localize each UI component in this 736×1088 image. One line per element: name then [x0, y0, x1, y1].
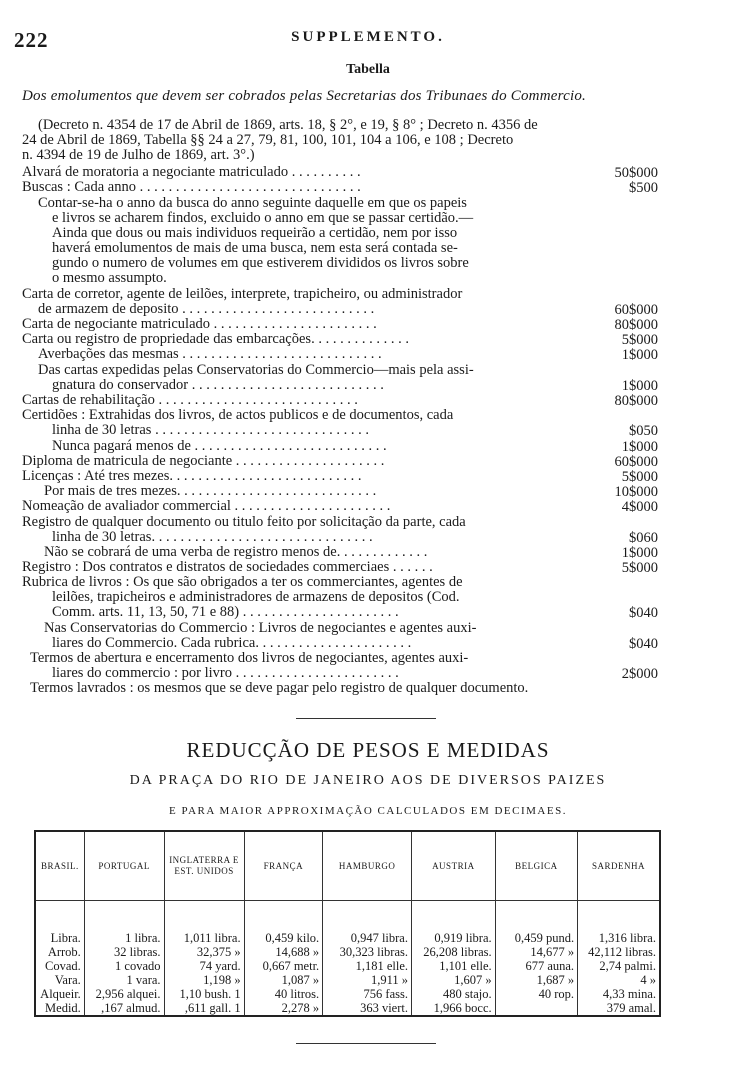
fee-line-text: Nunca pagará menos de . . . . . . . . . . . . . . . . . . . . . . . . . . .	[52, 439, 387, 454]
table-cell: 74 yard.	[199, 959, 241, 973]
table-column-cells	[578, 901, 660, 1017]
table-cell: 756 fass.	[363, 987, 408, 1001]
column-header: FRANÇA	[244, 831, 323, 901]
fee-line-text: linha de 30 letras . . . . . . . . . . . . . . . . . . . . . . . . . . . . . .	[52, 423, 369, 438]
column-header: INGLATERRA E EST. UNIDOS	[164, 831, 244, 901]
fee-line-text: liares do commercio : por livro . . . . . . . . . . . . . . . . . . . . . . .	[52, 666, 399, 681]
fee-value: 2$000	[621, 666, 658, 682]
fee-line-text: Rubrica de livros : Os que são obrigados a ter os commerciantes, agentes de	[22, 575, 463, 590]
fee-value: 1$000	[621, 378, 658, 394]
table-cell: 0,459 kilo.	[265, 931, 320, 945]
table-cell: 1,966 bocc.	[433, 1001, 492, 1015]
table-cell: 1,011 libra.	[183, 931, 241, 945]
fee-line-text: Carta de negociante matriculado . . . . . . . . . . . . . . . . . . . . . . .	[22, 317, 377, 332]
table-cell: 1 covado	[115, 959, 161, 973]
fee-value: 10$000	[614, 484, 658, 500]
table-subtitle: Dos emolumentos que devem ser cobrados pelas Secretarias dos Tribunaes do Commercio.	[22, 88, 586, 104]
table-title: Tabella	[346, 62, 390, 77]
table-cell: 32 libras.	[114, 945, 161, 959]
table-cell: 1,101 elle.	[439, 959, 492, 973]
fee-line-text: o mesmo assumpto.	[52, 271, 167, 286]
table-cell: 1,087 »	[281, 973, 320, 987]
table-cell: 14,677 »	[530, 945, 575, 959]
table-cell: 0,919 libra.	[434, 931, 492, 945]
fee-line-text: gnatura do conservador . . . . . . . . . . . . . . . . . . . . . . . . . . .	[52, 378, 384, 393]
table-cell: 4 »	[640, 973, 656, 987]
table-cell: 4,33 mina.	[602, 987, 656, 1001]
fee-line-text: Averbações das mesmas . . . . . . . . . . . . . . . . . . . . . . . . . . . .	[38, 347, 382, 362]
table-cell: Medid.	[45, 1001, 81, 1015]
fee-line-text: Ainda que dous ou mais individuos requeirão a certidão, nem por isso	[52, 226, 458, 241]
fee-line-text: haverá emolumentos de mais de uma busca, nem esta será contada se-	[52, 241, 458, 256]
fee-line-text: Cartas de rehabilitação . . . . . . . . . . . . . . . . . . . . . . . . . . . .	[22, 393, 358, 408]
table-cell: 677 auna.	[525, 959, 575, 973]
table-column-cells	[164, 901, 244, 1017]
fee-value: 5$000	[621, 560, 658, 576]
table-cell: 2,956 alquei.	[95, 987, 161, 1001]
table-cell: 40 rop.	[538, 987, 575, 1001]
fee-line-text: linha de 30 letras. . . . . . . . . . . . . . . . . . . . . . . . . . . . . . .	[52, 530, 373, 545]
fee-value: 60$000	[614, 454, 658, 470]
table-cell: 1,316 libra.	[598, 931, 656, 945]
table-cell: 480 stajo.	[443, 987, 492, 1001]
decree-line: 24 de Abril de 1869, Tabella §§ 24 a 27, 79, 81, 100, 101, 104 a 106, e 108 ; Decreto	[22, 132, 514, 148]
table-cell: 2,278 »	[281, 1001, 320, 1015]
fee-value: 50$000	[614, 165, 658, 181]
decree-line: (Decreto n. 4354 de 17 de Abril de 1869, arts. 18, § 2°, e 19, § 8° ; Decreto n. 4356 de	[38, 117, 538, 133]
fee-value: 5$000	[621, 332, 658, 348]
fee-value: 1$000	[621, 545, 658, 561]
fee-value: $040	[629, 605, 658, 621]
fee-line-text: liares do Commercio. Cada rubrica. . . . . . . . . . . . . . . . . . . . . .	[52, 636, 412, 651]
running-head: SUPPLEMENTO.	[291, 29, 445, 45]
fee-line-text: leilões, trapicheiros e administradores de armazens de depositos (Cod.	[52, 590, 460, 605]
table-column-cells	[323, 901, 412, 1017]
fee-value: 80$000	[614, 393, 658, 409]
fee-line-text: Certidões : Extrahidas dos livros, de actos publicos e de documentos, cada	[22, 408, 454, 423]
column-header: SARDENHA	[578, 831, 660, 901]
fee-value: $060	[629, 530, 658, 546]
conversion-subtitle: DA PRAÇA DO RIO DE JANEIRO AOS DE DIVERSOS PAIZES	[129, 773, 607, 788]
fee-line-text: Alvará de moratoria a negociante matriculado . . . . . . . . . .	[22, 165, 361, 180]
fee-line-text: Nas Conservatorias do Commercio : Livros de negociantes e agentes auxi-	[44, 621, 477, 636]
table-cell: 0,667 metr.	[262, 959, 320, 973]
table-cell: 26,208 libras.	[423, 945, 492, 959]
table-cell: 363 viert.	[360, 1001, 408, 1015]
table-cell	[499, 1001, 574, 1015]
fee-line-text: Contar-se-ha o anno da busca do anno seguinte daquelle em que os papeis	[38, 196, 467, 211]
table-cell: 1,607 »	[454, 973, 492, 987]
fee-line-text: Buscas : Cada anno . . . . . . . . . . . . . . . . . . . . . . . . . . . . . . .	[22, 180, 361, 195]
table-cell: 30,323 libras.	[339, 945, 408, 959]
fee-value: $050	[629, 423, 658, 439]
fee-value: 60$000	[614, 302, 658, 318]
table-cell: 379 amal.	[606, 1001, 656, 1015]
fee-value: $500	[629, 180, 658, 196]
fee-value: 1$000	[621, 347, 658, 363]
table-cell: 0,947 libra.	[350, 931, 408, 945]
table-cell: 1,911 »	[370, 973, 408, 987]
fee-line-text: Termos de abertura e encerramento dos livros de negociantes, agentes auxi-	[30, 651, 469, 666]
bottom-divider	[296, 1043, 436, 1044]
table-column-cells	[244, 901, 323, 1017]
table-column-cells	[35, 901, 84, 1017]
fee-line-text: Por mais de tres mezes. . . . . . . . . . . . . . . . . . . . . . . . . . . .	[44, 484, 377, 499]
table-cell: 1,10 bush. 1	[179, 987, 241, 1001]
table-cell: 2,74 palmi.	[599, 959, 656, 973]
column-header: BELGICA	[495, 831, 577, 901]
fee-line-text: Não se cobrará de uma verba de registro menos de. . . . . . . . . . . . .	[44, 545, 428, 560]
fee-line-text: Registro de qualquer documento ou titulo feito por solicitação da parte, cada	[22, 515, 466, 530]
fee-line-text: Carta de corretor, agente de leilões, interprete, trapicheiro, ou administrador	[22, 287, 463, 302]
fee-value: 80$000	[614, 317, 658, 333]
fee-value: 4$000	[621, 499, 658, 515]
fee-line-text: Nomeação de avaliador commercial . . . . . . . . . . . . . . . . . . . . . .	[22, 499, 391, 514]
table-cell: 32,375 »	[196, 945, 241, 959]
fee-line-text: Registro : Dos contratos e distratos de sociedades commerciaes . . . . . .	[22, 560, 433, 575]
fee-line-text: Diploma de matricula de negociante . . . . . . . . . . . . . . . . . . . . .	[22, 454, 385, 469]
table-cell: 0,459 pund.	[514, 931, 575, 945]
fee-line-text: Comm. arts. 11, 13, 50, 71 e 88) . . . . . . . . . . . . . . . . . . . . . .	[52, 605, 399, 620]
column-header: BRASIL.	[35, 831, 84, 901]
fee-line-text: Termos lavrados : os mesmos que se deve pagar pelo registro de qualquer documento.	[30, 681, 529, 696]
table-cell: ,611 gall. 1	[184, 1001, 241, 1015]
table-cell: ,167 almud.	[101, 1001, 161, 1015]
fee-value: $040	[629, 636, 658, 652]
table-cell: Covad.	[45, 959, 81, 973]
fee-line-text: gundo o numero de volumes em que estiverem divididos os livros sobre	[52, 256, 469, 271]
table-cell: 42,112 libras.	[588, 945, 656, 959]
table-cell: Vara.	[54, 973, 81, 987]
fee-value: 1$000	[621, 439, 658, 455]
table-column-cells	[412, 901, 496, 1017]
page-number: 222	[14, 28, 49, 52]
section-divider	[296, 718, 436, 719]
table-cell: 1 vara.	[126, 973, 161, 987]
fee-line-text: Das cartas expedidas pelas Conservatorias do Commercio—mais pela assi-	[38, 363, 474, 378]
fee-line-text: Licenças : Até tres mezes. . . . . . . . . . . . . . . . . . . . . . . . . . .	[22, 469, 362, 484]
fee-value: 5$000	[621, 469, 658, 485]
fee-line-text: Carta ou registro de propriedade das embarcações. . . . . . . . . . . . . .	[22, 332, 409, 347]
conversion-subtitle-2: E PARA MAIOR APPROXIMAÇÃO CALCULADOS EM DECIMAES.	[169, 805, 567, 817]
table-cell: 40 litros.	[274, 987, 320, 1001]
conversion-table	[34, 830, 661, 1017]
table-cell: 1 libra.	[125, 931, 161, 945]
table-cell: Arrob.	[47, 945, 81, 959]
table-cell: 1,198 »	[203, 973, 241, 987]
column-header: HAMBURGO	[323, 831, 412, 901]
table-column-cells	[84, 901, 164, 1017]
column-header: PORTUGAL	[84, 831, 164, 901]
fee-line-text: de armazem de deposito . . . . . . . . . . . . . . . . . . . . . . . . . . .	[38, 302, 375, 317]
table-cell: Alqueir.	[40, 987, 81, 1001]
table-cell: 1,687 »	[536, 973, 575, 987]
table-cell: 14,688 »	[275, 945, 320, 959]
table-header-row	[35, 831, 660, 901]
fee-line-text: e livros se acharem findos, excluido o anno em que se passar certidão.—	[52, 211, 474, 226]
table-cell: 1,181 elle.	[355, 959, 408, 973]
table-column-cells	[495, 901, 577, 1017]
column-header: AUSTRIA	[412, 831, 496, 901]
table-body-row	[35, 901, 660, 1017]
table-cell: Libra.	[50, 931, 81, 945]
decree-line: n. 4394 de 19 de Julho de 1869, art. 3°.)	[22, 147, 255, 163]
conversion-title: REDUCÇÃO DE PESOS E MEDIDAS	[186, 738, 550, 762]
